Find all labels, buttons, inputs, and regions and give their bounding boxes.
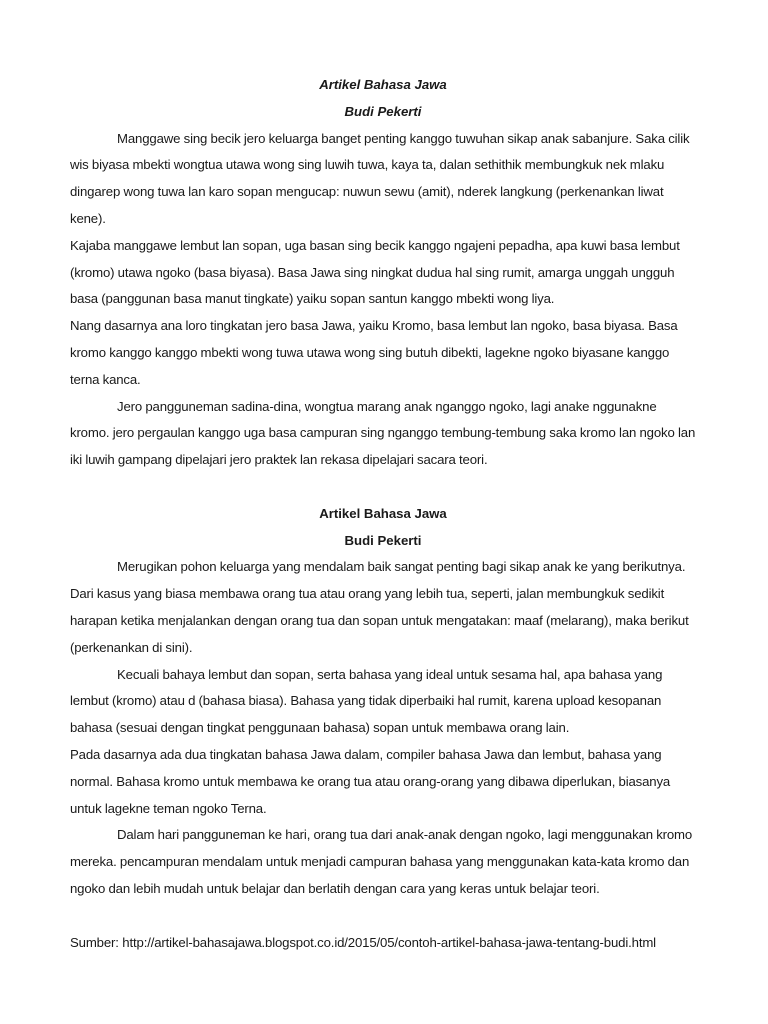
paragraph-javanese-2: Kajaba manggawe lembut lan sopan, uga basan sing becik kanggo ngajeni pepadha, apa kuwi basa lembut (kromo) utawa ngoko (basa biyasa). Basa Jawa sing ningkat dudua hal sing rumit, amarga unggah ungguh basa (panggunan basa manut tingkate) yaiku sopan santun kanggo mbekti wong liya. [70, 237, 680, 307]
article-subtitle-indonesian: Budi Pekerti [344, 532, 422, 548]
paragraph-indonesian-2: Kecuali bahaya lembut dan sopan, serta bahasa yang ideal untuk sesama hal, apa bahasa yang lembut (kromo) atau d (bahasa biasa). Bahasa yang tidak diperbaiki hal rumit, karena upload kesopanan bahasa (sesuai dengan tingkat penggunaan bahasa) sopan untuk membawa orang lain. [70, 666, 663, 736]
paragraph-javanese-3: Nang dasarnya ana loro tingkatan jero basa Jawa, yaiku Kromo, basa lembut lan ngoko, basa biyasa. Basa kromo kanggo kanggo mbekti wong tuwa utawa wong sing butuh dibekti, lagekne ngoko biyasane kanggo terna kanca. [70, 318, 678, 387]
paragraph-javanese-4: Jero pangguneman sadina-dina, wongtua marang anak nganggo ngoko, lagi anake nggunakne kromo. jero pergaulan kanggo uga basa campuran sing nganggo tembung-tembung saka kromo lan ngoko lan iki luwih gampang dipelajari jero praktek lan rekasa dipelajari sacara teori. [70, 398, 696, 468]
source-citation: Sumber: http://artikel-bahasajawa.blogspot.co.id/2015/05/contoh-artikel-bahasa-jawa-tentang-budi.html [70, 934, 656, 950]
article-title-indonesian: Artikel Bahasa Jawa [319, 505, 447, 521]
paragraph-indonesian-1: Merugikan pohon keluarga yang mendalam baik sangat penting bagi sikap anak ke yang berikutnya. Dari kasus yang biasa membawa orang tua atau orang yang lebih tua, seperti, jalan membungkuk sedikit harapan ketika menjalankan dengan orang tua dan sopan untuk mengatakan: maaf (melarang), maka berikut (perkenankan di sini). [70, 559, 689, 655]
source-spacer [70, 903, 696, 930]
article-indonesian [70, 501, 696, 903]
section-spacer [70, 474, 696, 501]
article-subtitle-javanese: Budi Pekerti [344, 103, 422, 119]
paragraph-indonesian-3: Pada dasarnya ada dua tingkatan bahasa Jawa dalam, compiler bahasa Jawa dan lembut, bahasa yang normal. Bahasa kromo untuk membawa ke orang tua atau orang-orang yang dibawa diperlukan, biasanya untuk lagekne teman ngoko Terna. [70, 746, 671, 816]
article-title-javanese: Artikel Bahasa Jawa [319, 77, 447, 92]
article-javanese [70, 72, 696, 474]
paragraph-javanese-1: Manggawe sing becik jero keluarga banget penting kanggo tuwuhan sikap anak sabanjure. Saka cilik wis biyasa mbekti wongtua utawa wong sing luwih tuwa, kaya ta, dalan sethithik membungkuk nek mlaku dingarep wong tuwa lan karo sopan mengucap: nuwun sewu (amit), nderek langkung (perkenankan liwat kene). [70, 130, 690, 226]
paragraph-indonesian-4: Dalam hari pangguneman ke hari, orang tua dari anak-anak dengan ngoko, lagi menggunakan kromo mereka. pencampuran mendalam untuk menjadi campuran bahasa yang menggunakan kata-kata kromo dan ngoko dan lebih mudah untuk belajar dan berlatih dengan cara yang keras untuk belajar teori. [70, 827, 693, 896]
